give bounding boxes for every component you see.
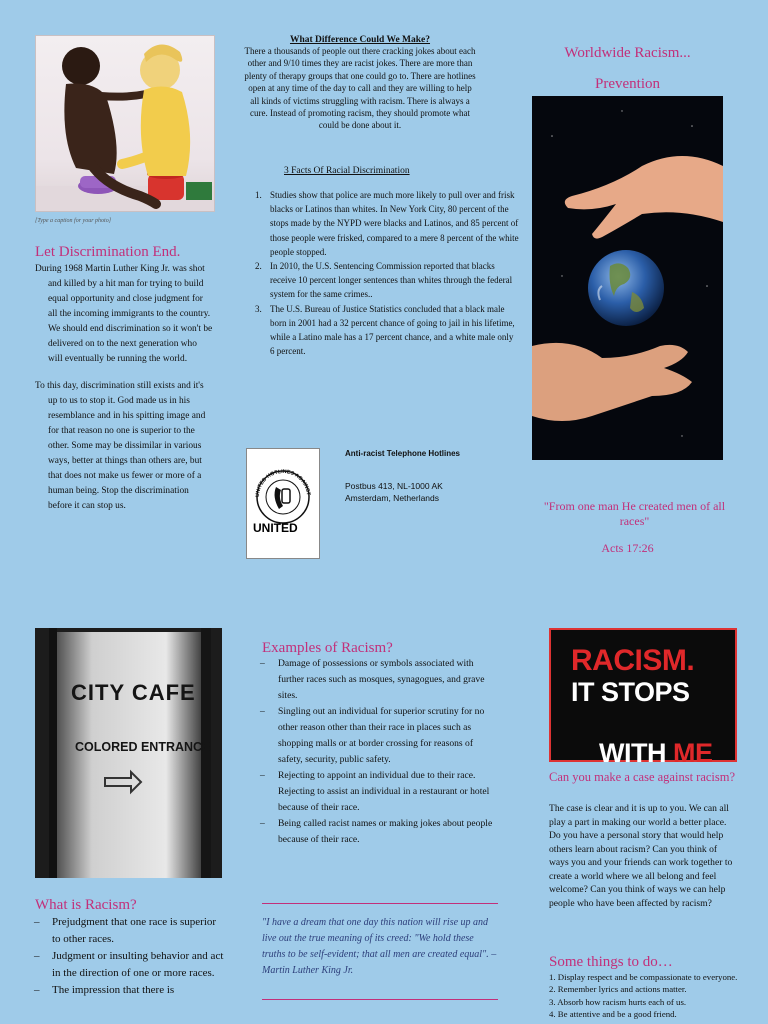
heading-let-discrimination-end: Let Discrimination End. — [35, 244, 181, 260]
difference-title: What Difference Could We Make? — [289, 35, 431, 45]
brochure-title-line1: Worldwide Racism... — [564, 45, 691, 61]
list-item: – Judgment or insulting behavior and act in the direction of one or more races. — [18, 948, 224, 982]
heading-case-against-racism: Can you make a case against racism? — [549, 770, 736, 784]
heading-examples-of-racism: Examples of Racism? — [262, 640, 393, 656]
list-item: – Being called racist names or making jokes about people because of their race. — [244, 816, 498, 848]
hotline-logo — [246, 448, 320, 559]
quote-rule-top — [262, 903, 498, 904]
list-item: 2. In 2010, the U.S. Sentencing Commission reported that blacks receive 10 percent longer sentences than whites through the federal system for the same crimes.. — [264, 259, 520, 302]
examples-list — [244, 656, 498, 848]
banner-line2: IT STOPS — [571, 677, 690, 707]
hotline-logo-ring-text: UNITED HOTLINES AGAINST — [254, 468, 311, 498]
bible-verse: "From one man He created men of all races" — [543, 499, 726, 528]
list-item: – Rejecting to appoint an individual due to their race. Rejecting to assist an individual in a restaurant or hotel because of their race. — [244, 768, 498, 816]
mlk-quote: "I have a dream that one day this nation will rise up and live out the true meaning of its creed: "We hold these truths to be self-evident; that all men are created equal". – Martin Luther King Jr. — [262, 917, 497, 976]
list-item: – The impression that there is — [18, 982, 224, 999]
list-item: 3. Absorb how racism hurts each of us. — [549, 996, 687, 1007]
banner-line3-with: WITH — [599, 738, 673, 768]
hotline-address: Postbus 413, NL-1000 AK Amsterdam, Netherlands — [345, 481, 443, 503]
list-item: 2. Remember lyrics and actions matter. — [549, 984, 687, 995]
quote-rule-bottom — [262, 999, 498, 1000]
para-mlk: During 1968 Martin Luther King Jr. was shot and killed by a hit man for trying to build equal opportunity and close judgment for all the incoming immigrants to the country. We should end discrimination so it won't be delivered on to the next generation who will eventually be running the world. — [35, 264, 213, 364]
list-item: – Damage of possessions or symbols associated with further races such as mosques, synagogues, and grave sites. — [244, 656, 498, 704]
todo-list — [549, 971, 739, 1021]
cafe-sign-line1: CITY CAFE — [71, 680, 196, 705]
earth-hands-photo — [532, 96, 723, 460]
racism-definitions-list — [18, 914, 224, 999]
list-item: 1. Studies show that police are much more likely to pull over and frisk blacks or Latinos than whites. In New York City, 80 percent of the stops made by the NYPD were blacks and Latinos, and 85 percent of those people were frisked, compared to a mere 8 percent of the white people stopped. — [264, 188, 520, 259]
children-photo — [35, 35, 215, 212]
list-item: – Singling out an individual for superior scrutiny for no other reason other than their race in places such as shopping malls or at border crossing for reasons of safety, security, public safety. — [244, 704, 498, 768]
facts-list — [230, 188, 520, 358]
list-item: 1. Display respect and be compassionate to everyone. — [549, 972, 738, 982]
heading-what-is-racism: What is Racism? — [35, 897, 137, 913]
list-item: 4. Be attentive and be a good friend. — [549, 1009, 677, 1020]
cafe-sign-line2: COLORED ENTRANCE — [75, 740, 211, 754]
banner-line3-me: ME — [673, 738, 713, 768]
facts-title: 3 Facts Of Racial Discrimination — [284, 166, 410, 176]
list-item: 3. The U.S. Bureau of Justice Statistics concluded that a black male born in 2001 had a 32 percent chance of going to jail in his lifetime, while a Latino male has a 17 percent chance, and a white male only 6 percent. — [264, 302, 520, 359]
case-text: The case is clear and it is up to you. We can all play a part in making our world a better place. Do you have a personal story that would help others learn about racism? Can you think of ways you and your friends can work together to create a world where we all belong and feel welcome? Can you think of ways we can help people who have been affected by racism? — [549, 803, 733, 909]
city-cafe-photo — [35, 628, 222, 878]
list-item: – Prejudgment that one race is superior to other races. — [18, 914, 224, 948]
photo-caption: [Type a caption for your photo] — [35, 218, 112, 224]
difference-text: There a thousands of people out there cracking jokes about each other and 9/10 times they are racist jokes. There are more than plenty of therapy groups that one could go to. There are hotlines open at any time of the day to call and they are willing to help all kinds of victims struggling with racism. There is always a cure. Instead of promoting racism, they should promote what could be done about it. — [244, 46, 476, 131]
hotline-logo-text: UNITED — [253, 521, 298, 535]
heading-some-things-to-do: Some things to do… — [549, 954, 673, 970]
brochure-title-line2: Prevention — [595, 76, 660, 92]
bible-verse-reference: Acts 17:26 — [601, 541, 654, 555]
banner-line1: RACISM. — [571, 644, 695, 677]
para-discrimination-exists: To this day, discrimination still exists and it's up to us to stop it. God made us in his resemblance and in his spitting image and for that reason no one is superior to the other. Some may be dissimilar in various ways, better at things than others are, but that does not make us fewer or more of a human being. Stop the discrimination before it can stop us. — [35, 381, 206, 511]
racism-stops-with-me-banner — [549, 628, 737, 768]
hotline-title: Anti-racist Telephone Hotlines — [345, 449, 460, 458]
